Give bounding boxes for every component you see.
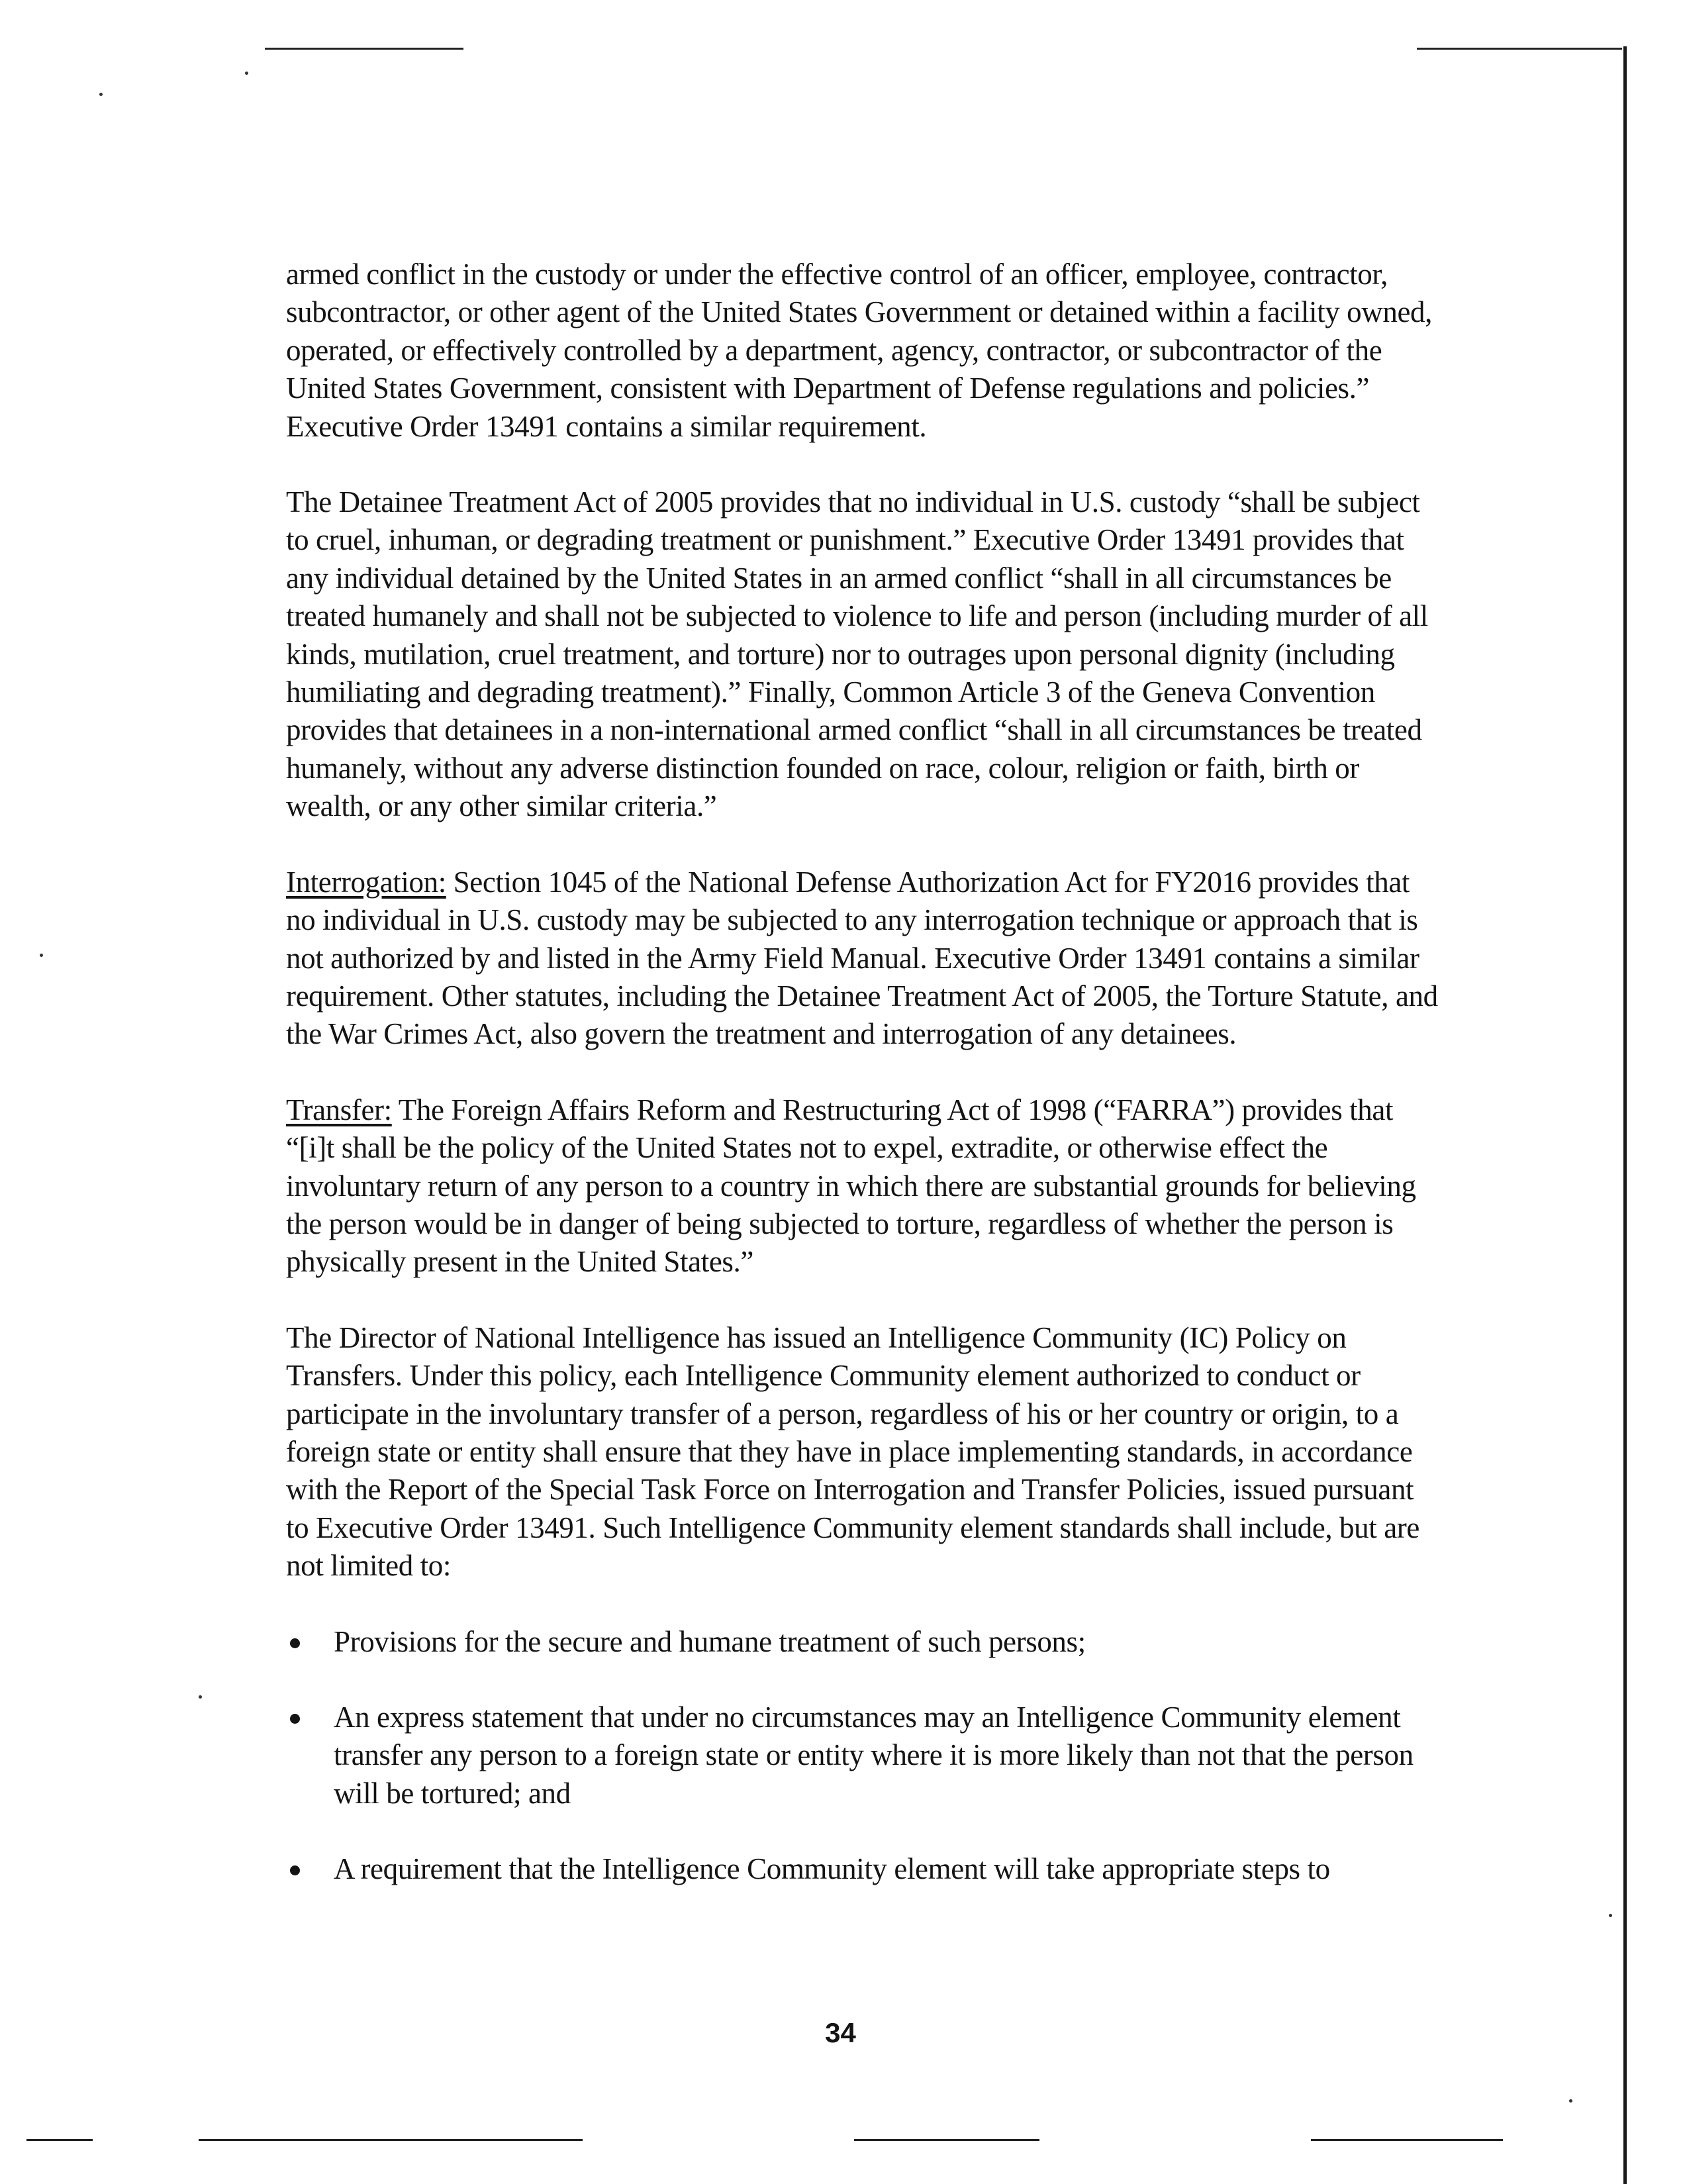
paragraph-interrogation [286, 864, 1438, 1054]
section-heading-interrogation: Interrogation: [286, 865, 446, 899]
scan-rule-bottom-1 [26, 2139, 93, 2141]
section-heading-transfer: Transfer: [286, 1093, 392, 1126]
paragraph-body: armed conflict in the custody or under the effective control of an officer, employee, contractor, subcontractor, or other agent of the United States Government or detained within a facility owned, operated, or effectively controlled by a department, agency, contractor, or subcontractor of the United States Government, consistent with Department of Defense regulations and policies.” Executive Order 13491 contains a similar requirement. [286, 258, 1432, 443]
scan-rule-bottom-4 [1311, 2139, 1503, 2141]
paragraph-body: The Director of National Intelligence has issued an Intelligence Community (IC) Policy on Transfers. Under this policy, each Intelligence Community element authorized to conduct or participate in the involuntary transfer of a person, regardless of his or her country or origin, to a foreign state or entity shall ensure that they have in place implementing standards, in accordance with the Report of the Special Task Force on Interrogation and Transfer Policies, issued pursuant to Executive Order 13491. Such Intelligence Community element standards shall include, but are not limited to: [286, 1320, 1419, 1583]
scan-speck [199, 1695, 202, 1699]
paragraph-body: Section 1045 of the National Defense Authorization Act for FY2016 provides that no individual in U.S. custody may be subjected to any interrogation technique or approach that is not authorized by and listed in the Army Field Manual. Executive Order 13491 contains a similar requirement. Other statutes, including the Detainee Treatment Act of 2005, the Torture Statute, and the War Crimes Act, also govern the treatment and interrogation of any detainees. [286, 865, 1438, 1051]
scan-rule-bottom-3 [854, 2139, 1039, 2141]
scan-rule-top-right [1417, 48, 1622, 50]
list-item-text: An express statement that under no circumstances may an Intelligence Community element transfer any person to a foreign state or entity where it is more likely than not that the person will be tortured; and [334, 1701, 1414, 1810]
bullet-icon [290, 1865, 300, 1875]
scan-rule-top-left [265, 48, 463, 50]
standards-list [286, 1623, 1438, 1889]
scan-speck [99, 93, 103, 96]
scan-edge-right [1623, 46, 1627, 2184]
paragraph-armed-conflict [286, 256, 1438, 446]
scan-rule-bottom-2 [199, 2139, 583, 2141]
list-item-text: Provisions for the secure and humane treatment of such persons; [334, 1624, 1086, 1658]
list-item [286, 1699, 1438, 1812]
scan-speck [245, 72, 248, 75]
scan-speck [40, 954, 43, 957]
document-body [286, 256, 1438, 1926]
scan-speck [1569, 2099, 1572, 2103]
paragraph-transfer [286, 1091, 1438, 1281]
paragraph-body: The Detainee Treatment Act of 2005 provides that no individual in U.S. custody “shall be subject to cruel, inhuman, or degrading treatment or punishment.” Executive Order 13491 provides that any individual detained by the United States in an armed conflict “shall in all circumstances be treated humanely and shall not be subjected to violence to life and person (including murder of all kinds, mutilation, cruel treatment, and torture) nor to outrages upon personal dignity (including humiliating and degrading treatment).” Finally, Common Article 3 of the Geneva Convention provides that detainees in a non-international armed conflict “shall in all circumstances be treated humanely, without any adverse distinction founded on race, colour, religion or faith, birth or wealth, or any other similar criteria.” [286, 485, 1428, 823]
scan-speck [1609, 1914, 1612, 1917]
list-item [286, 1850, 1438, 1888]
paragraph-body: The Foreign Affairs Reform and Restructuring Act of 1998 (“FARRA”) provides that “[i]t shall be the policy of the United States not to expel, extradite, or otherwise effect the involuntary return of any person to a country in which there are substantial grounds for believing the person would be in danger of being subjected to torture, regardless of whether the person is physically present in the United States.” [286, 1093, 1416, 1279]
list-item [286, 1623, 1438, 1661]
list-item-text: A requirement that the Intelligence Community element will take appropriate steps to [334, 1852, 1330, 1886]
paragraph-detainee-treatment [286, 483, 1438, 826]
bullet-icon [290, 1638, 300, 1648]
bullet-icon [290, 1714, 300, 1724]
page-number: 34 [825, 2017, 856, 2048]
paragraph-dni-policy [286, 1319, 1438, 1585]
